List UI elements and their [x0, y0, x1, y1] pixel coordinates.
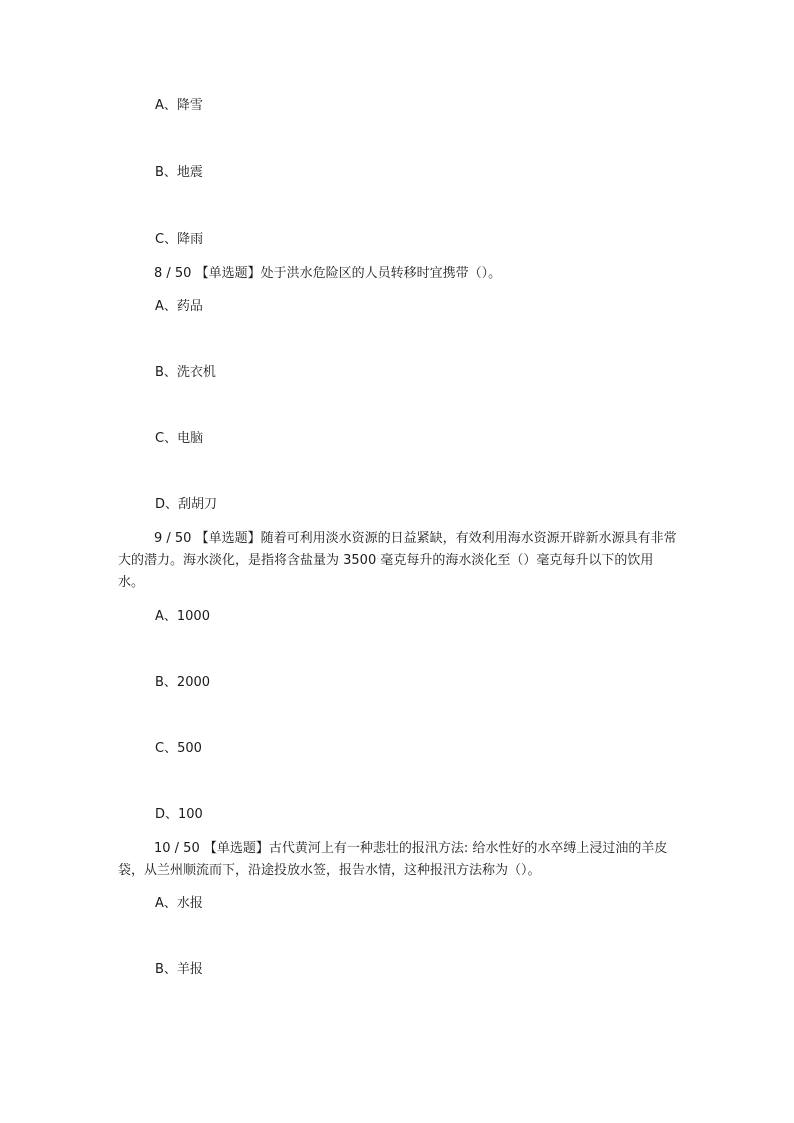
option-a[interactable]: A、药品 [155, 299, 203, 314]
option-d[interactable]: D、刮胡刀 [155, 497, 218, 512]
option-b[interactable]: B、洗衣机 [155, 365, 216, 380]
question-text: 古代黄河上有一种悲壮的报汛方法: 给水性好的水卒缚上浸过油的羊皮袋，从兰州顺流而下，沿途投放水签，报告水情，这种报汛方法称为（）。 [118, 841, 668, 878]
option-a[interactable]: A、水报 [155, 896, 203, 911]
option-c[interactable]: C、500 [155, 741, 202, 756]
question-number: 9 / 50 [154, 531, 192, 546]
option-b[interactable]: B、地震 [155, 165, 203, 180]
question-type: 【单选题】 [195, 531, 261, 546]
question-10 [118, 838, 678, 882]
option-c[interactable]: C、电脑 [155, 431, 204, 446]
question-text: 随着可利用淡水资源的日益紧缺，有效利用海水资源开辟新水源具有非常大的潜力。海水淡化，是指将含盐量为 3500 毫克每升的海水淡化至（）毫克每升以下的饮用水。 [118, 531, 677, 590]
question-9 [118, 528, 678, 594]
option-b[interactable]: B、2000 [155, 675, 211, 690]
option-b[interactable]: B、羊报 [155, 962, 203, 977]
question-text: 处于洪水危险区的人员转移时宜携带（）。 [260, 266, 502, 281]
option-a[interactable]: A、降雪 [155, 98, 203, 113]
question-number: 10 / 50 [154, 841, 200, 856]
option-a[interactable]: A、1000 [155, 609, 210, 624]
option-d[interactable]: D、100 [155, 807, 203, 822]
option-c[interactable]: C、降雨 [155, 232, 204, 247]
question-type: 【单选题】 [203, 841, 269, 856]
question-type: 【单选题】 [195, 266, 261, 281]
question-8 [118, 263, 678, 285]
question-number: 8 / 50 [154, 266, 192, 281]
